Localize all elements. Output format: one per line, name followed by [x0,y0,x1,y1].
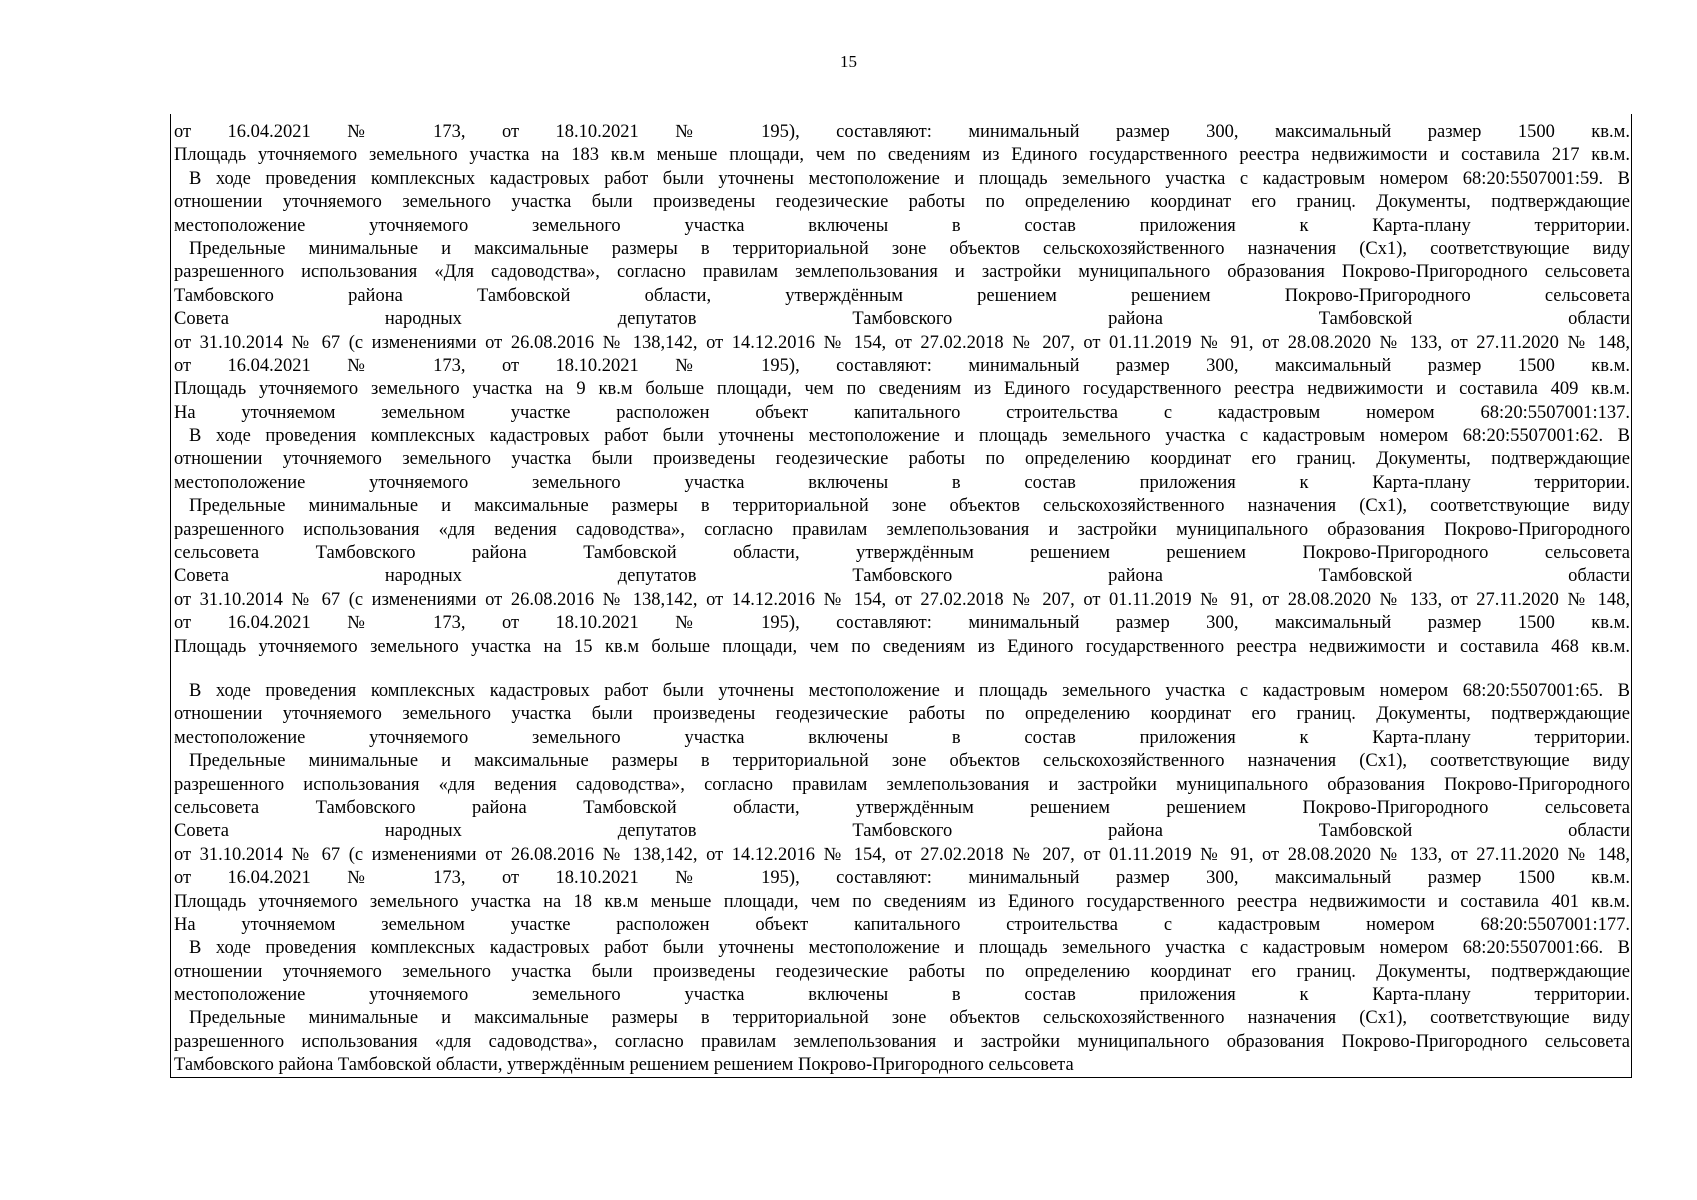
text-line: Площадь уточняемого земельного участка на 9 кв.м больше площади, чем по сведениям из Единого государственного реестра недвижимости и составила 409 кв.м. [174,379,1630,400]
text-line: В ходе проведения комплексных кадастровых работ были уточнены местоположение и площадь земельного участка с кадастровым номером 68:20:5507001:62. В [189,426,1630,447]
text-line: от 31.10.2014 № 67 (с изменениями от 26.08.2016 № 138,142, от 14.12.2016 № 154, от 27.02.2018 № 207, от 01.11.2019 № 91, от 28.08.2020 № 133, от 27.11.2020 № 148, [174,589,1630,610]
text-line: На уточняемом земельном участке расположен объект капитального строительства с кадастровым номером 68:20:5507001:137. [174,402,1630,423]
page-number: 15 [840,52,857,71]
text-line: Площадь уточняемого земельного участка на 18 кв.м меньше площади, чем по сведениям из Единого государственного реестра недвижимости и составила 401 кв.м. [174,891,1630,912]
text-line: разрешенного использования «для ведения садоводства», согласно правилам землепользования и застройки муниципального образования Покрово-Пригородного [174,519,1630,540]
text-line: местоположение уточняемого земельного участка включены в состав приложения к Карта-плану территории. [174,472,1630,493]
text-line: В ходе проведения комплексных кадастровых работ были уточнены местоположение и площадь земельного участка с кадастровым номером 68:20:5507001:65. В [189,680,1630,701]
text-line: разрешенного использования «Для садоводства», согласно правилам землепользования и застройки муниципального образования Покрово-Пригородного сельсовета [174,262,1630,283]
text-line: отношении уточняемого земельного участка были произведены геодезические работы по определению координат его границ. Документы, подтверждающие [174,192,1630,213]
text-line: разрешенного использования «для ведения садоводства», согласно правилам землепользования и застройки муниципального образования Покрово-Пригородного [174,774,1630,795]
text-line: местоположение уточняемого земельного участка включены в состав приложения к Карта-плану территории. [174,215,1630,236]
text-line: Площадь уточняемого земельного участка на 15 кв.м больше площади, чем по сведениям из Единого государственного реестра недвижимости и составила 468 кв.м. [174,636,1630,657]
text-line: Предельные минимальные и максимальные размеры в территориальной зоне объектов сельскохозяйственного назначения (Сх1), соответствующие виду [189,751,1630,772]
text-line: Совета народных депутатов Тамбовского района Тамбовской области [174,309,1630,330]
text-line: от 31.10.2014 № 67 (с изменениями от 26.08.2016 № 138,142, от 14.12.2016 № 154, от 27.02.2018 № 207, от 01.11.2019 № 91, от 28.08.2020 № 133, от 27.11.2020 № 148, [174,332,1630,353]
text-line: местоположение уточняемого земельного участка включены в состав приложения к Карта-плану территории. [174,985,1630,1006]
text-line: местоположение уточняемого земельного участка включены в состав приложения к Карта-плану территории. [174,727,1630,748]
text-line: Тамбовского района Тамбовской области, утверждённым решением решением Покрово-Пригородного сельсовета [174,1055,1074,1076]
text-line: В ходе проведения комплексных кадастровых работ были уточнены местоположение и площадь земельного участка с кадастровым номером 68:20:5507001:59. В [189,168,1630,189]
text-line: Совета народных депутатов Тамбовского района Тамбовской области [174,566,1630,587]
text-line: от 16.04.2021 № 173, от 18.10.2021 № 195), составляют: минимальный размер 300, максимальный размер 1500 кв.м. [174,613,1630,634]
text-line: Предельные минимальные и максимальные размеры в территориальной зоне объектов сельскохозяйственного назначения (Сх1), соответствующие виду [189,496,1630,517]
text-line: отношении уточняемого земельного участка были произведены геодезические работы по определению координат его границ. Документы, подтверждающие [174,961,1630,982]
text-line: На уточняемом земельном участке расположен объект капитального строительства с кадастровым номером 68:20:5507001:177. [174,914,1630,935]
text-line: Площадь уточняемого земельного участка на 183 кв.м меньше площади, чем по сведениям из Единого государственного реестра недвижимости и составила 217 кв.м. [174,145,1630,166]
text-line: Предельные минимальные и максимальные размеры в территориальной зоне объектов сельскохозяйственного назначения (Сх1), соответствующие виду [189,238,1630,259]
text-line: отношении уточняемого земельного участка были произведены геодезические работы по определению координат его границ. Документы, подтверждающие [174,704,1630,725]
text-line: Совета народных депутатов Тамбовского района Тамбовской области [174,821,1630,842]
text-line: от 16.04.2021 № 173, от 18.10.2021 № 195), составляют: минимальный размер 300, максимальный размер 1500 кв.м. [174,868,1630,889]
text-line: от 31.10.2014 № 67 (с изменениями от 26.08.2016 № 138,142, от 14.12.2016 № 154, от 27.02.2018 № 207, от 01.11.2019 № 91, от 28.08.2020 № 133, от 27.11.2020 № 148, [174,844,1630,865]
text-line: В ходе проведения комплексных кадастровых работ были уточнены местоположение и площадь земельного участка с кадастровым номером 68:20:5507001:66. В [189,938,1630,959]
text-line: от 16.04.2021 № 173, от 18.10.2021 № 195), составляют: минимальный размер 300, максимальный размер 1500 кв.м. [174,355,1630,376]
blank-line [174,659,1630,680]
text-line: от 16.04.2021 № 173, от 18.10.2021 № 195), составляют: минимальный размер 300, максимальный размер 1500 кв.м. [174,122,1630,142]
text-line: Предельные минимальные и максимальные размеры в территориальной зоне объектов сельскохозяйственного назначения (Сх1), соответствующие виду [189,1008,1630,1029]
text-line: Тамбовского района Тамбовской области, утверждённым решением решением Покрово-Пригородного сельсовета [174,285,1630,306]
document-body [174,121,1630,1078]
text-line: сельсовета Тамбовского района Тамбовской области, утверждённым решением решением Покрово-Пригородного сельсовета [174,543,1630,564]
text-line: разрешенного использования «для садоводства», согласно правилам землепользования и застройки муниципального образования Покрово-Пригородного сельсовета [174,1031,1630,1052]
text-line: сельсовета Тамбовского района Тамбовской области, утверждённым решением решением Покрово-Пригородного сельсовета [174,797,1630,818]
text-line: отношении уточняемого земельного участка были произведены геодезические работы по определению координат его границ. Документы, подтверждающие [174,449,1630,470]
